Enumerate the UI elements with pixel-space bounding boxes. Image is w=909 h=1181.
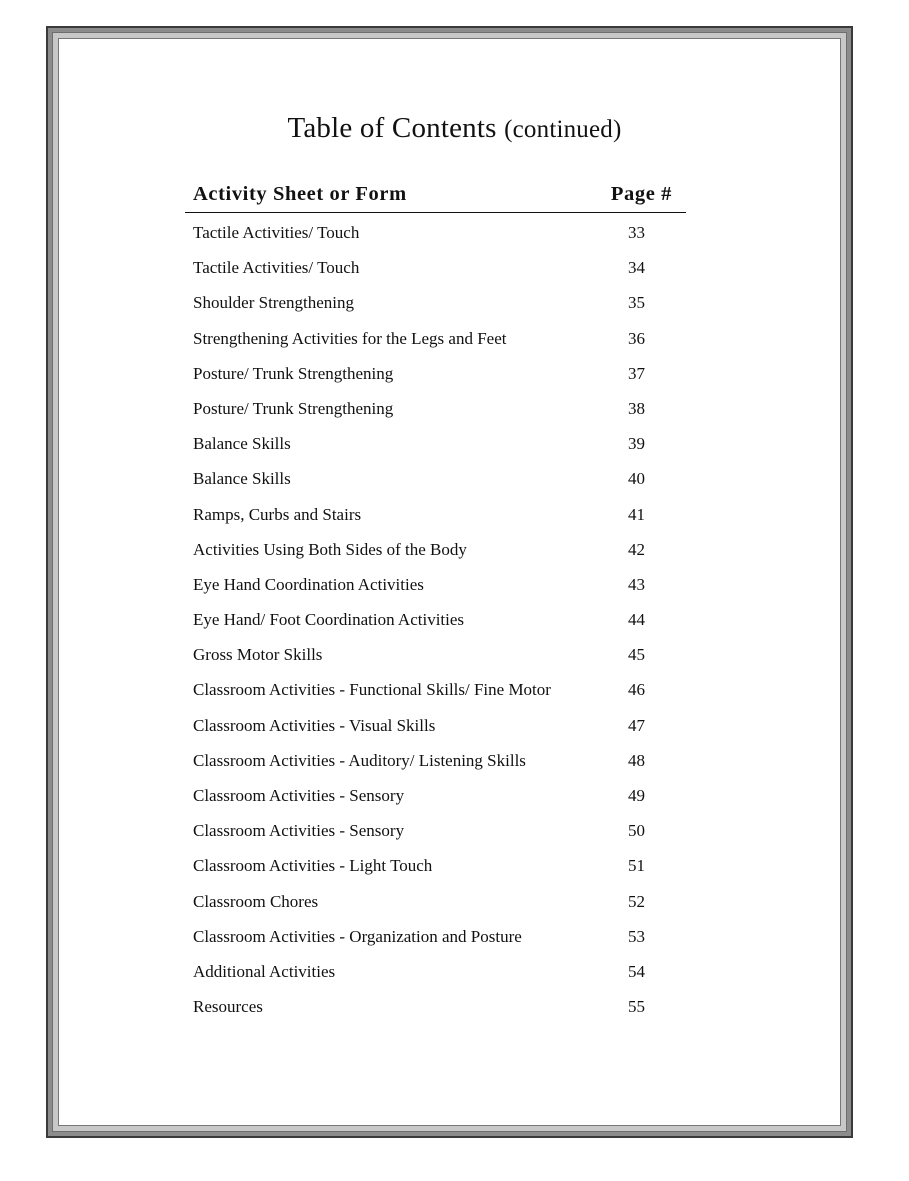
toc-entry-page-number: 50 <box>628 821 645 841</box>
toc-entry-label: Ramps, Curbs and Stairs <box>193 504 362 524</box>
toc-entry-page-number: 33 <box>628 223 645 242</box>
toc-entry-page-number: 55 <box>628 997 645 1017</box>
toc-entry <box>185 432 686 467</box>
toc-entry-page-number: 40 <box>628 469 645 489</box>
toc-entry-page-number: 51 <box>628 856 645 876</box>
toc-entry-label: Classroom Activities - Organization and Posture <box>193 926 522 946</box>
page-title <box>0 112 909 145</box>
column-header-activity: Activity Sheet or Form <box>193 183 407 205</box>
toc-entry-page-number: 41 <box>628 504 645 524</box>
toc-entry <box>185 784 686 819</box>
toc-entry <box>185 327 686 362</box>
toc-entry-page-number: 36 <box>628 328 645 348</box>
title-suffix: (continued) <box>504 116 622 143</box>
toc-entry <box>185 854 686 889</box>
toc-entry <box>185 890 686 925</box>
toc-entry <box>185 819 686 854</box>
toc-entry-page-number: 43 <box>628 574 645 594</box>
toc-entry-label: Gross Motor Skills <box>193 645 323 665</box>
table-of-contents <box>185 183 686 1030</box>
toc-entry-label: Classroom Activities - Sensory <box>193 821 405 841</box>
toc-entry-label: Posture/ Trunk Strengthening <box>193 363 394 383</box>
toc-entry-page-number: 52 <box>628 891 645 911</box>
toc-entry-page-number: 47 <box>628 715 645 735</box>
toc-entry-label: Classroom Activities - Sensory <box>193 786 405 805</box>
toc-entry-label: Eye Hand/ Foot Coordination Activities <box>193 610 465 630</box>
column-header-page: Page # <box>610 183 672 205</box>
toc-entry <box>185 467 686 502</box>
toc-entry <box>185 538 686 573</box>
toc-entry <box>185 397 686 432</box>
toc-entry-label: Tactile Activities/ Touch <box>193 223 360 242</box>
toc-entry-label: Additional Activities <box>193 961 336 981</box>
toc-entry-label: Classroom Activities - Functional Skills/ Fine Motor <box>193 680 551 700</box>
toc-entry-page-number: 54 <box>628 961 645 981</box>
toc-entry-label: Classroom Activities - Visual Skills <box>193 715 436 735</box>
toc-entry-label: Classroom Activities - Light Touch <box>193 856 433 876</box>
toc-entry <box>185 291 686 326</box>
toc-entry-label: Classroom Chores <box>193 891 319 911</box>
toc-entry-page-number: 49 <box>628 786 645 805</box>
toc-entry-page-number: 37 <box>628 363 645 383</box>
toc-entry-label: Eye Hand Coordination Activities <box>193 574 424 594</box>
toc-entry-page-number: 34 <box>628 258 645 278</box>
toc-entry <box>185 573 686 608</box>
toc-entry-page-number: 38 <box>628 398 645 418</box>
toc-entry <box>185 503 686 538</box>
toc-entry-page-number: 39 <box>628 434 645 454</box>
toc-entry-page-number: 45 <box>628 645 645 665</box>
toc-entry-page-number: 48 <box>628 750 645 770</box>
toc-entry <box>185 995 686 1030</box>
toc-entry <box>185 925 686 960</box>
toc-entry-page-number: 46 <box>628 680 645 700</box>
toc-entry-label: Strengthening Activities for the Legs and Feet <box>193 328 507 348</box>
toc-entry-page-number: 35 <box>628 293 645 313</box>
toc-entry <box>185 714 686 749</box>
toc-entry <box>185 362 686 397</box>
title-text: Table of Contents <box>287 112 497 144</box>
toc-entry <box>185 256 686 291</box>
toc-entry <box>185 221 686 256</box>
toc-entry-page-number: 44 <box>628 610 645 630</box>
toc-header-row <box>185 183 686 213</box>
toc-entry-label: Shoulder Strengthening <box>193 293 355 313</box>
toc-entry-page-number: 42 <box>628 539 645 559</box>
toc-entry-label: Posture/ Trunk Strengthening <box>193 398 394 418</box>
toc-entry <box>185 608 686 643</box>
toc-entry-page-number: 53 <box>628 926 645 946</box>
toc-entry-label: Classroom Activities - Auditory/ Listening Skills <box>193 750 526 770</box>
toc-entry-label: Balance Skills <box>193 434 291 454</box>
toc-entry <box>185 960 686 995</box>
toc-entry <box>185 643 686 678</box>
toc-entry <box>185 678 686 713</box>
toc-entry <box>185 749 686 784</box>
toc-entry-label: Activities Using Both Sides of the Body <box>193 539 467 559</box>
toc-entry-list <box>185 221 686 1030</box>
toc-entry-label: Resources <box>193 997 263 1017</box>
toc-entry-label: Tactile Activities/ Touch <box>193 258 360 278</box>
toc-entry-label: Balance Skills <box>193 469 291 489</box>
